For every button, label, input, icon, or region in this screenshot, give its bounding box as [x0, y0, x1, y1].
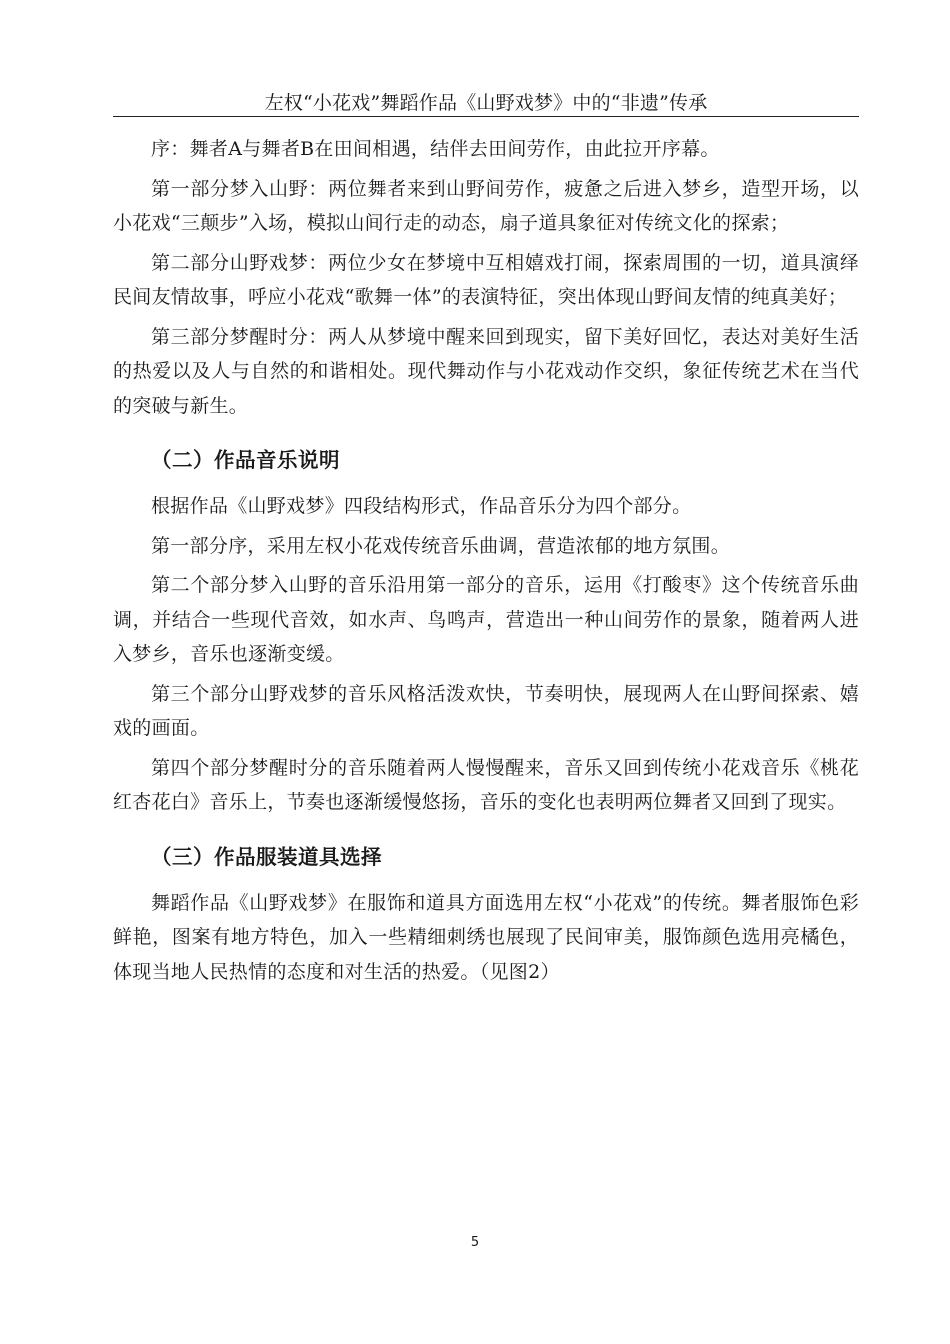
paragraph-part1: 第一部分梦入山野：两位舞者来到山野间劳作，疲惫之后进入梦乡，造型开场，以小花戏“三颠步”入场，模拟山间行走的动态，扇子道具象征对传统文化的探索；	[113, 177, 859, 234]
paragraph-music-part4: 第四个部分梦醒时分的音乐随着两人慢慢醒来，音乐又回到传统小花戏音乐《桃花红杏花白》音乐上，节奏也逐渐缓慢悠扬，音乐的变化也表明两位舞者又回到了现实。	[113, 756, 859, 813]
paragraph-music-part1: 第一部分序，采用左权小花戏传统音乐曲调，营造浓郁的地方氛围。	[151, 534, 731, 557]
paragraph-part2: 第二部分山野戏梦：两位少女在梦境中互相嬉戏打闹，探索周围的一切，道具演绎民间友情故事，呼应小花戏“歌舞一体”的表演特征，突出体现山野间友情的纯真美好；	[113, 251, 859, 308]
paragraph-part3: 第三部分梦醒时分：两人从梦境中醒来回到现实，留下美好回忆，表达对美好生活的热爱以及人与自然的和谐相处。现代舞动作与小花戏动作交织，象征传统艺术在当代的突破与新生。	[113, 325, 859, 417]
paragraph-music-part3: 第三个部分山野戏梦的音乐风格活泼欢快，节奏明快，展现两人在山野间探索、嬉戏的画面。	[113, 682, 859, 739]
header-rule	[113, 116, 859, 117]
section-heading-costume: （三）作品服装道具选择	[151, 844, 382, 869]
paragraph-prelude: 序：舞者A与舞者B在田间相遇，结伴去田间劳作，由此拉开序幕。	[151, 138, 720, 160]
page-number: 5	[470, 1235, 480, 1250]
paragraph-music-intro: 根据作品《山野戏梦》四段结构形式，作品音乐分为四个部分。	[151, 495, 692, 517]
page-body	[113, 132, 859, 994]
paragraph-music-part2: 第二个部分梦入山野的音乐沿用第一部分的音乐，运用《打酸枣》这个传统音乐曲调，并结合一些现代音效，如水声、鸟鸣声，营造出一种山间劳作的景象，随着两人进入梦乡，音乐也逐渐变缓。	[113, 574, 859, 665]
paragraph-costume: 舞蹈作品《山野戏梦》在服饰和道具方面选用左权“小花戏”的传统。舞者服饰色彩鲜艳，图案有地方特色，加入一些精细刺绣也展现了民间审美，服饰颜色选用亮橘色，体现当地人民热情的态度和对生活的热爱。（见图2）	[113, 891, 859, 983]
running-header: 左权“小花戏”舞蹈作品《山野戏梦》中的“非遗”传承	[264, 92, 708, 114]
section-heading-music: （二）作品音乐说明	[151, 448, 340, 472]
